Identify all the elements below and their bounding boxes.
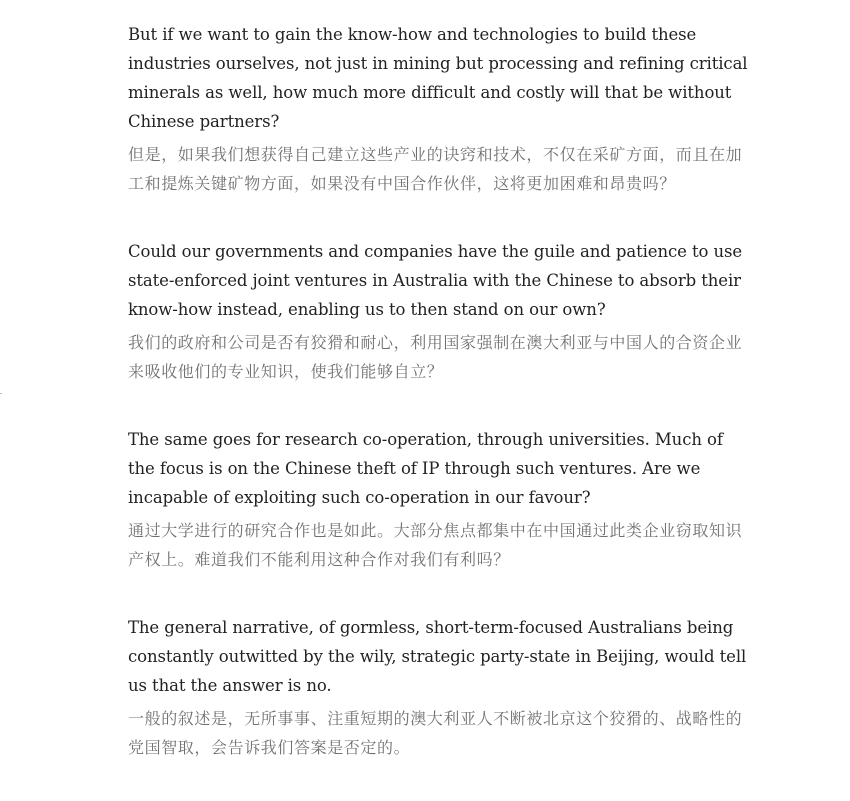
english-paragraph: Could our governments and companies have the guile and patience to use state-enforced joint ventures in Australia with the Chinese to absorb their know-how instead, enabling us to then stand on our own? xyxy=(128,242,743,319)
chinese-translation: 一般的叙述是，无所事事、注重短期的澳大利亚人不断被北京这个狡猾的、战略性的党国智取，会告诉我们答案是否定的。 xyxy=(128,709,743,757)
english-paragraph: But if we want to gain the know-how and technologies to build these industries ourselves, not just in mining but processing and refining critical minerals as well, how much more difficult and costly will that be without Chinese partners? xyxy=(128,25,748,131)
bilingual-paragraph xyxy=(128,237,748,386)
chinese-translation: 我们的政府和公司是否有狡猾和耐心，利用国家强制在澳大利亚与中国人的合资企业来吸收他们的专业知识，使我们能够自立？ xyxy=(128,333,743,381)
english-paragraph: The same goes for research co-operation, through universities. Much of the focus is on the Chinese theft of IP through such ventures. Are we incapable of exploiting such co-operation in our favour? xyxy=(128,430,723,507)
bilingual-paragraph xyxy=(128,425,748,574)
chinese-translation: 但是，如果我们想获得自己建立这些产业的诀窍和技术，不仅在采矿方面，而且在加工和提炼关键矿物方面，如果没有中国合作伙伴，这将更加困难和昂贵吗？ xyxy=(128,145,743,193)
page-edge-mark xyxy=(0,393,2,394)
bilingual-paragraph xyxy=(128,613,748,762)
chinese-translation: 通过大学进行的研究合作也是如此。大部分焦点都集中在中国通过此类企业窃取知识产权上。难道我们不能利用这种合作对我们有利吗？ xyxy=(128,521,743,569)
bilingual-paragraph xyxy=(128,20,748,198)
article-body xyxy=(128,20,748,801)
english-paragraph: The general narrative, of gormless, short-term-focused Australians being constantly outwitted by the wily, strategic party-state in Beijing, would tell us that the answer is no. xyxy=(128,618,747,695)
